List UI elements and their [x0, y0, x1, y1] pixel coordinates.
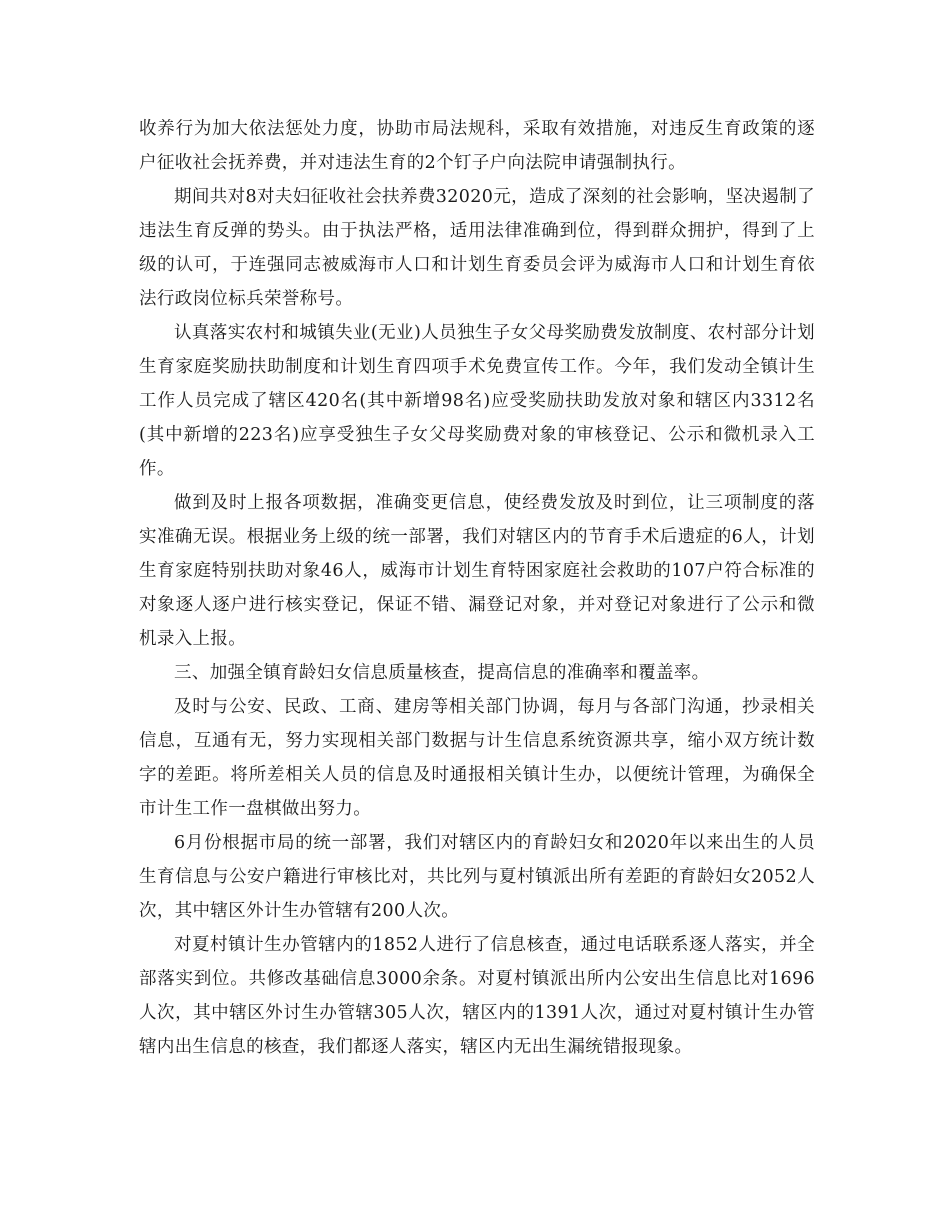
paragraph-2: 期间共对8对夫妇征收社会扶养费32020元，造成了深刻的社会影响，坚决遏制了违法生育反弹的势头。由于执法严格，适用法律准确到位，得到群众拥护，得到了上级的认可，于连强同志被威海市人口和计划生育委员会评为威海市人口和计划生育依法行政岗位标兵荣誉称号。: [139, 187, 815, 309]
paragraph-4: 做到及时上报各项数据，准确变更信息，使经费发放及时到位，让三项制度的落实准确无误。根据业务上级的统一部署，我们对辖区内的节育手术后遗症的6人，计划生育家庭特别扶助对象46人，威海市计划生育特困家庭社会救助的107户符合标准的对象逐人逐户进行核实登记，保证不错、漏登记对象，并对登记对象进行了公示和微机录入上报。: [139, 493, 815, 649]
paragraph-1: 收养行为加大依法惩处力度，协助市局法规科，采取有效措施，对违反生育政策的逐户征收社会抚养费，并对违法生育的2个钉子户向法院申请强制执行。: [139, 119, 815, 173]
paragraph-5: 及时与公安、民政、工商、建房等相关部门协调，每月与各部门沟通，抄录相关信息，互通有无，努力实现相关部门数据与计生信息系统资源共享，缩小双方统计数字的差距。将所差相关人员的信息及时通报相关镇计生办，以便统计管理，为确保全市计生工作一盘棋做出努力。: [139, 697, 815, 819]
section-heading-3: 三、加强全镇育龄妇女信息质量核查，提高信息的准确率和覆盖率。: [174, 663, 710, 683]
document-body: [139, 112, 815, 1064]
paragraph-7: 对夏村镇计生办管辖内的1852人进行了信息核查，通过电话联系逐人落实，并全部落实到位。共修改基础信息3000余条。对夏村镇派出所内公安出生信息比对1696人次，其中辖区外讨生办管辖305人次，辖区内的1391人次，通过对夏村镇计生办管辖内出生信息的核查，我们都逐人落实，辖区内无出生漏统错报现象。: [139, 935, 815, 1057]
paragraph-3: 认真落实农村和城镇失业(无业)人员独生子女父母奖励费发放制度、农村部分计划生育家庭奖励扶助制度和计划生育四项手术免费宣传工作。今年，我们发动全镇计生工作人员完成了辖区420名(其中新增98名)应受奖励扶助发放对象和辖区内3312名(其中新增的223名)应享受独生子女父母奖励费对象的审核登记、公示和微机录入工作。: [139, 323, 815, 479]
paragraph-6: 6月份根据市局的统一部署，我们对辖区内的育龄妇女和2020年以来出生的人员生育信息与公安户籍进行审核比对，共比列与夏村镇派出所有差距的育龄妇女2052人次，其中辖区外计生办管辖有200人次。: [139, 833, 815, 921]
